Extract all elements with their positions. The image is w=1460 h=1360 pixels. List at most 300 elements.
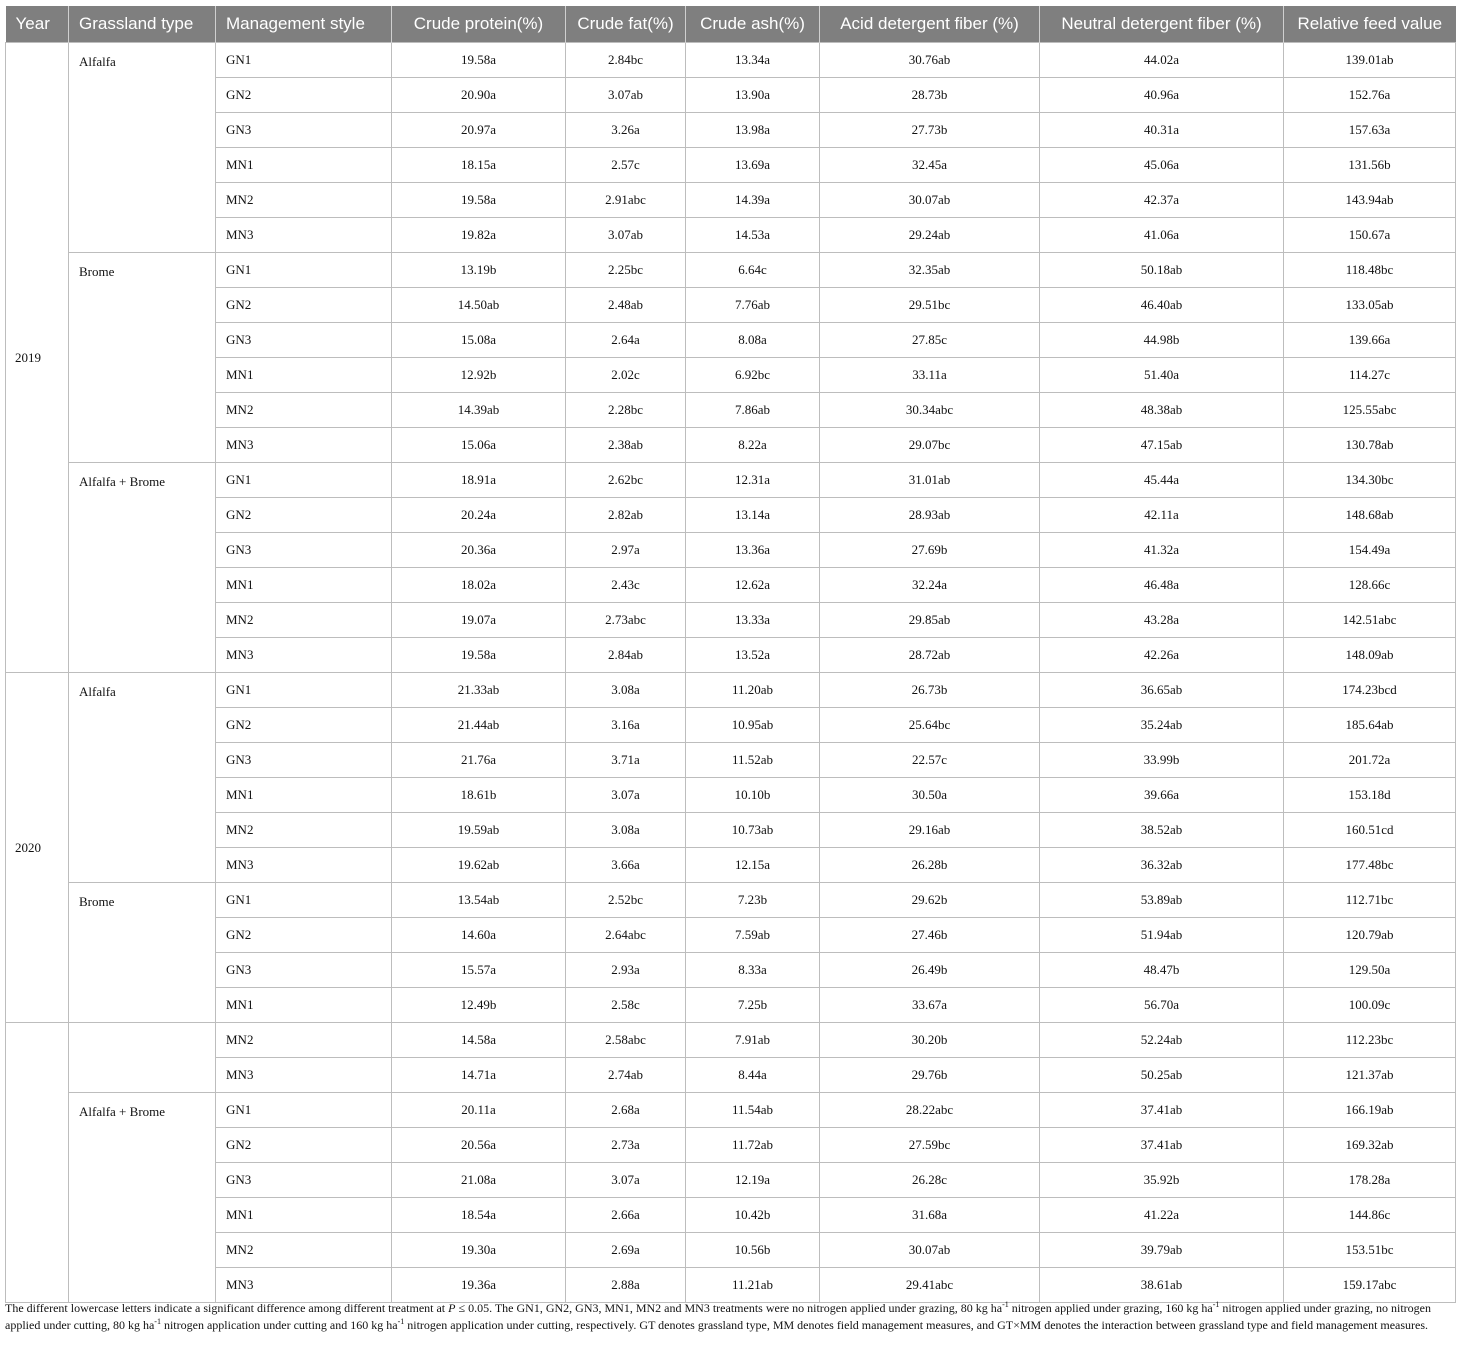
value-cell: 2.88a (566, 1268, 686, 1303)
value-cell: 52.24ab (1040, 1023, 1284, 1058)
value-cell: 139.66a (1284, 323, 1456, 358)
value-cell: 3.08a (566, 813, 686, 848)
table-row (6, 1233, 1456, 1268)
value-cell: 118.48bc (1284, 253, 1456, 288)
value-cell: 40.31a (1040, 113, 1284, 148)
value-cell: 19.58a (392, 43, 566, 78)
value-cell: 11.54ab (686, 1093, 820, 1128)
value-cell: 2.82ab (566, 498, 686, 533)
table-row (6, 813, 1456, 848)
value-cell: 38.52ab (1040, 813, 1284, 848)
value-cell: 30.07ab (820, 1233, 1040, 1268)
value-cell: 32.45a (820, 148, 1040, 183)
footnote-text-4: nitrogen applied under grazing, no nitrogen applied under cutting, 80 kg ha (5, 1301, 1431, 1332)
value-cell: 12.62a (686, 568, 820, 603)
table-body (6, 43, 1456, 1303)
value-cell: 11.21ab (686, 1268, 820, 1303)
value-cell: 42.11a (1040, 498, 1284, 533)
value-cell: 10.42b (686, 1198, 820, 1233)
management-style-cell: GN1 (216, 253, 392, 288)
value-cell: 12.49b (392, 988, 566, 1023)
value-cell: 18.15a (392, 148, 566, 183)
value-cell: 2.62bc (566, 463, 686, 498)
value-cell: 10.73ab (686, 813, 820, 848)
header-row (6, 6, 1456, 43)
value-cell: 3.07ab (566, 78, 686, 113)
footnote-p-symbol: P (448, 1301, 456, 1315)
table-row (6, 638, 1456, 673)
management-style-cell: GN1 (216, 673, 392, 708)
footnote-text-6: nitrogen application under cutting, respectively. GT denotes grassland type, MM denotes field management measures, and GT×MM denotes the interaction between grassland type and field management measures. (404, 1318, 1429, 1332)
value-cell: 133.05ab (1284, 288, 1456, 323)
value-cell: 38.61ab (1040, 1268, 1284, 1303)
management-style-cell: MN2 (216, 603, 392, 638)
value-cell: 29.85ab (820, 603, 1040, 638)
value-cell: 2.93a (566, 953, 686, 988)
value-cell: 159.17abc (1284, 1268, 1456, 1303)
value-cell: 2.84bc (566, 43, 686, 78)
value-cell: 7.59ab (686, 918, 820, 953)
table-row (6, 743, 1456, 778)
value-cell: 45.06a (1040, 148, 1284, 183)
value-cell: 152.76a (1284, 78, 1456, 113)
value-cell: 2.68a (566, 1093, 686, 1128)
management-style-cell: MN1 (216, 988, 392, 1023)
value-cell: 29.51bc (820, 288, 1040, 323)
value-cell: 30.20b (820, 1023, 1040, 1058)
value-cell: 153.51bc (1284, 1233, 1456, 1268)
value-cell: 8.33a (686, 953, 820, 988)
value-cell: 154.49a (1284, 533, 1456, 568)
value-cell: 21.33ab (392, 673, 566, 708)
value-cell: 148.09ab (1284, 638, 1456, 673)
management-style-cell: MN3 (216, 218, 392, 253)
table-row (6, 673, 1456, 708)
value-cell: 114.27c (1284, 358, 1456, 393)
value-cell: 26.73b (820, 673, 1040, 708)
management-style-cell: MN2 (216, 183, 392, 218)
value-cell: 31.68a (820, 1198, 1040, 1233)
value-cell: 20.90a (392, 78, 566, 113)
table-row (6, 183, 1456, 218)
column-header: Neutral detergent fiber (%) (1040, 6, 1284, 43)
value-cell: 42.37a (1040, 183, 1284, 218)
value-cell: 10.10b (686, 778, 820, 813)
table-row (6, 568, 1456, 603)
value-cell: 112.23bc (1284, 1023, 1456, 1058)
value-cell: 12.19a (686, 1163, 820, 1198)
table-row (6, 778, 1456, 813)
value-cell: 30.76ab (820, 43, 1040, 78)
value-cell: 14.39ab (392, 393, 566, 428)
value-cell: 36.65ab (1040, 673, 1284, 708)
value-cell: 2.48ab (566, 288, 686, 323)
value-cell: 14.53a (686, 218, 820, 253)
value-cell: 6.64c (686, 253, 820, 288)
value-cell: 41.32a (1040, 533, 1284, 568)
grassland-type-cell: Alfalfa + Brome (69, 1093, 216, 1303)
management-style-cell: MN1 (216, 568, 392, 603)
value-cell: 45.44a (1040, 463, 1284, 498)
table-row (6, 428, 1456, 463)
value-cell: 22.57c (820, 743, 1040, 778)
value-cell: 14.39a (686, 183, 820, 218)
value-cell: 44.02a (1040, 43, 1284, 78)
value-cell: 32.24a (820, 568, 1040, 603)
value-cell: 144.86c (1284, 1198, 1456, 1233)
management-style-cell: GN3 (216, 743, 392, 778)
value-cell: 3.07a (566, 1163, 686, 1198)
value-cell: 27.85c (820, 323, 1040, 358)
column-header: Year (6, 6, 69, 43)
management-style-cell: GN2 (216, 288, 392, 323)
value-cell: 13.54ab (392, 883, 566, 918)
value-cell: 20.24a (392, 498, 566, 533)
value-cell: 30.50a (820, 778, 1040, 813)
value-cell: 12.15a (686, 848, 820, 883)
management-style-cell: GN3 (216, 113, 392, 148)
value-cell: 41.06a (1040, 218, 1284, 253)
management-style-cell: GN1 (216, 463, 392, 498)
table-row (6, 498, 1456, 533)
value-cell: 48.47b (1040, 953, 1284, 988)
footnote-sup: -1 (154, 1317, 161, 1326)
value-cell: 2.84ab (566, 638, 686, 673)
value-cell: 121.37ab (1284, 1058, 1456, 1093)
column-header: Crude fat(%) (566, 6, 686, 43)
management-style-cell: MN3 (216, 1058, 392, 1093)
value-cell: 2.66a (566, 1198, 686, 1233)
value-cell: 21.44ab (392, 708, 566, 743)
value-cell: 2.69a (566, 1233, 686, 1268)
value-cell: 2.73abc (566, 603, 686, 638)
value-cell: 11.20ab (686, 673, 820, 708)
value-cell: 37.41ab (1040, 1128, 1284, 1163)
year-cell: 2020 (6, 673, 69, 1023)
table-row (6, 953, 1456, 988)
value-cell: 3.07ab (566, 218, 686, 253)
value-cell: 13.90a (686, 78, 820, 113)
value-cell: 7.76ab (686, 288, 820, 323)
value-cell: 177.48bc (1284, 848, 1456, 883)
footnote-sup: -1 (397, 1317, 405, 1326)
value-cell: 44.98b (1040, 323, 1284, 358)
table-row (6, 988, 1456, 1023)
column-header: Crude protein(%) (392, 6, 566, 43)
value-cell: 20.97a (392, 113, 566, 148)
value-cell: 2.64abc (566, 918, 686, 953)
value-cell: 134.30bc (1284, 463, 1456, 498)
value-cell: 43.28a (1040, 603, 1284, 638)
value-cell: 13.14a (686, 498, 820, 533)
value-cell: 56.70a (1040, 988, 1284, 1023)
footnote-text-1: The different lowercase letters indicate a significant difference among different treatment at (5, 1301, 449, 1315)
value-cell: 125.55abc (1284, 393, 1456, 428)
table-row (6, 463, 1456, 498)
value-cell: 29.16ab (820, 813, 1040, 848)
value-cell: 30.34abc (820, 393, 1040, 428)
value-cell: 166.19ab (1284, 1093, 1456, 1128)
table-row (6, 1093, 1456, 1128)
table-row (6, 253, 1456, 288)
nutrition-table (5, 6, 1456, 1303)
value-cell: 39.66a (1040, 778, 1284, 813)
management-style-cell: GN3 (216, 533, 392, 568)
value-cell: 27.59bc (820, 1128, 1040, 1163)
table-row (6, 1268, 1456, 1303)
value-cell: 2.25bc (566, 253, 686, 288)
value-cell: 7.86ab (686, 393, 820, 428)
table-row (6, 323, 1456, 358)
value-cell: 174.23bcd (1284, 673, 1456, 708)
value-cell: 26.28b (820, 848, 1040, 883)
value-cell: 28.93ab (820, 498, 1040, 533)
management-style-cell: GN2 (216, 918, 392, 953)
management-style-cell: GN1 (216, 1093, 392, 1128)
value-cell: 18.02a (392, 568, 566, 603)
value-cell: 128.66c (1284, 568, 1456, 603)
management-style-cell: MN1 (216, 778, 392, 813)
value-cell: 13.33a (686, 603, 820, 638)
column-header: Management style (216, 6, 392, 43)
grassland-type-cell: Alfalfa (69, 43, 216, 253)
value-cell: 46.48a (1040, 568, 1284, 603)
value-cell: 130.78ab (1284, 428, 1456, 463)
management-style-cell: MN2 (216, 1023, 392, 1058)
value-cell: 2.74ab (566, 1058, 686, 1093)
table-row (6, 1163, 1456, 1198)
value-cell: 8.22a (686, 428, 820, 463)
management-style-cell: GN2 (216, 78, 392, 113)
value-cell: 2.58abc (566, 1023, 686, 1058)
grassland-type-cell: Brome (69, 883, 216, 1023)
value-cell: 131.56b (1284, 148, 1456, 183)
value-cell: 19.59ab (392, 813, 566, 848)
value-cell: 6.92bc (686, 358, 820, 393)
value-cell: 169.32ab (1284, 1128, 1456, 1163)
value-cell: 129.50a (1284, 953, 1456, 988)
value-cell: 21.08a (392, 1163, 566, 1198)
table-row (6, 1128, 1456, 1163)
value-cell: 14.58a (392, 1023, 566, 1058)
value-cell: 157.63a (1284, 113, 1456, 148)
table-row (6, 848, 1456, 883)
table-row (6, 918, 1456, 953)
value-cell: 8.44a (686, 1058, 820, 1093)
table-row (6, 533, 1456, 568)
value-cell: 33.11a (820, 358, 1040, 393)
table-footnote (5, 1300, 1455, 1334)
value-cell: 19.36a (392, 1268, 566, 1303)
value-cell: 15.06a (392, 428, 566, 463)
value-cell: 33.99b (1040, 743, 1284, 778)
value-cell: 2.58c (566, 988, 686, 1023)
value-cell: 51.94ab (1040, 918, 1284, 953)
table-row (6, 113, 1456, 148)
value-cell: 150.67a (1284, 218, 1456, 253)
column-header: Grassland type (69, 6, 216, 43)
value-cell: 13.98a (686, 113, 820, 148)
value-cell: 19.82a (392, 218, 566, 253)
value-cell: 37.41ab (1040, 1093, 1284, 1128)
value-cell: 25.64bc (820, 708, 1040, 743)
value-cell: 11.52ab (686, 743, 820, 778)
value-cell: 2.28bc (566, 393, 686, 428)
value-cell: 27.69b (820, 533, 1040, 568)
management-style-cell: GN3 (216, 953, 392, 988)
value-cell: 7.25b (686, 988, 820, 1023)
table-row (6, 358, 1456, 393)
value-cell: 3.16a (566, 708, 686, 743)
value-cell: 50.25ab (1040, 1058, 1284, 1093)
management-style-cell: MN2 (216, 813, 392, 848)
value-cell: 46.40ab (1040, 288, 1284, 323)
value-cell: 26.28c (820, 1163, 1040, 1198)
value-cell: 28.22abc (820, 1093, 1040, 1128)
value-cell: 19.30a (392, 1233, 566, 1268)
value-cell: 2.73a (566, 1128, 686, 1163)
value-cell: 3.07a (566, 778, 686, 813)
grassland-type-cell (69, 1023, 216, 1093)
table-row (6, 288, 1456, 323)
value-cell: 19.58a (392, 183, 566, 218)
table-row (6, 148, 1456, 183)
value-cell: 185.64ab (1284, 708, 1456, 743)
value-cell: 29.41abc (820, 1268, 1040, 1303)
value-cell: 27.46b (820, 918, 1040, 953)
management-style-cell: MN1 (216, 1198, 392, 1233)
value-cell: 15.08a (392, 323, 566, 358)
table-row (6, 218, 1456, 253)
value-cell: 20.36a (392, 533, 566, 568)
value-cell: 28.73b (820, 78, 1040, 113)
table-row (6, 883, 1456, 918)
value-cell: 19.62ab (392, 848, 566, 883)
value-cell: 18.54a (392, 1198, 566, 1233)
management-style-cell: MN3 (216, 428, 392, 463)
management-style-cell: GN1 (216, 43, 392, 78)
grassland-type-cell: Alfalfa (69, 673, 216, 883)
value-cell: 148.68ab (1284, 498, 1456, 533)
value-cell: 143.94ab (1284, 183, 1456, 218)
column-header: Relative feed value (1284, 6, 1456, 43)
value-cell: 21.76a (392, 743, 566, 778)
value-cell: 53.89ab (1040, 883, 1284, 918)
management-style-cell: MN1 (216, 358, 392, 393)
value-cell: 3.71a (566, 743, 686, 778)
value-cell: 3.08a (566, 673, 686, 708)
year-cell (6, 1023, 69, 1303)
value-cell: 139.01ab (1284, 43, 1456, 78)
management-style-cell: GN2 (216, 1128, 392, 1163)
value-cell: 29.07bc (820, 428, 1040, 463)
column-header: Crude ash(%) (686, 6, 820, 43)
value-cell: 12.31a (686, 463, 820, 498)
value-cell: 31.01ab (820, 463, 1040, 498)
value-cell: 29.76b (820, 1058, 1040, 1093)
value-cell: 18.91a (392, 463, 566, 498)
table-row (6, 1023, 1456, 1058)
value-cell: 35.92b (1040, 1163, 1284, 1198)
value-cell: 29.24ab (820, 218, 1040, 253)
value-cell: 35.24ab (1040, 708, 1284, 743)
value-cell: 142.51abc (1284, 603, 1456, 638)
management-style-cell: GN1 (216, 883, 392, 918)
value-cell: 42.26a (1040, 638, 1284, 673)
value-cell: 7.23b (686, 883, 820, 918)
value-cell: 14.60a (392, 918, 566, 953)
value-cell: 7.91ab (686, 1023, 820, 1058)
value-cell: 14.71a (392, 1058, 566, 1093)
grassland-type-cell: Brome (69, 253, 216, 463)
value-cell: 13.36a (686, 533, 820, 568)
value-cell: 201.72a (1284, 743, 1456, 778)
footnote-text-2: ≤ 0.05. The GN1, GN2, GN3, MN1, MN2 and MN3 treatments were no nitrogen applied under grazing, 80 kg ha (455, 1301, 1003, 1315)
value-cell: 13.19b (392, 253, 566, 288)
grassland-type-cell: Alfalfa + Brome (69, 463, 216, 673)
value-cell: 2.52bc (566, 883, 686, 918)
table-row (6, 393, 1456, 428)
footnote-sup: -1 (1212, 1300, 1220, 1309)
value-cell: 153.18d (1284, 778, 1456, 813)
management-style-cell: MN3 (216, 848, 392, 883)
management-style-cell: MN3 (216, 638, 392, 673)
table-row (6, 43, 1456, 78)
column-header: Acid detergent fiber (%) (820, 6, 1040, 43)
value-cell: 120.79ab (1284, 918, 1456, 953)
management-style-cell: MN2 (216, 393, 392, 428)
management-style-cell: MN2 (216, 1233, 392, 1268)
table-row (6, 1198, 1456, 1233)
table-row (6, 78, 1456, 113)
value-cell: 27.73b (820, 113, 1040, 148)
value-cell: 8.08a (686, 323, 820, 358)
value-cell: 13.52a (686, 638, 820, 673)
value-cell: 2.91abc (566, 183, 686, 218)
value-cell: 2.97a (566, 533, 686, 568)
value-cell: 100.09c (1284, 988, 1456, 1023)
value-cell: 48.38ab (1040, 393, 1284, 428)
value-cell: 41.22a (1040, 1198, 1284, 1233)
table-row (6, 1058, 1456, 1093)
year-cell: 2019 (6, 43, 69, 673)
value-cell: 26.49b (820, 953, 1040, 988)
footnote-text-5: nitrogen application under cutting and 160 kg ha (160, 1318, 398, 1332)
value-cell: 14.50ab (392, 288, 566, 323)
value-cell: 2.57c (566, 148, 686, 183)
nutrition-table-container (5, 6, 1455, 1303)
value-cell: 39.79ab (1040, 1233, 1284, 1268)
value-cell: 10.56b (686, 1233, 820, 1268)
value-cell: 2.64a (566, 323, 686, 358)
value-cell: 47.15ab (1040, 428, 1284, 463)
management-style-cell: GN3 (216, 1163, 392, 1198)
management-style-cell: GN2 (216, 498, 392, 533)
value-cell: 3.66a (566, 848, 686, 883)
value-cell: 13.69a (686, 148, 820, 183)
value-cell: 2.38ab (566, 428, 686, 463)
management-style-cell: MN3 (216, 1268, 392, 1303)
table-row (6, 708, 1456, 743)
management-style-cell: MN1 (216, 148, 392, 183)
value-cell: 18.61b (392, 778, 566, 813)
footnote-text-3: nitrogen applied under grazing, 160 kg ha (1008, 1301, 1213, 1315)
value-cell: 20.56a (392, 1128, 566, 1163)
value-cell: 11.72ab (686, 1128, 820, 1163)
value-cell: 28.72ab (820, 638, 1040, 673)
value-cell: 160.51cd (1284, 813, 1456, 848)
value-cell: 3.26a (566, 113, 686, 148)
